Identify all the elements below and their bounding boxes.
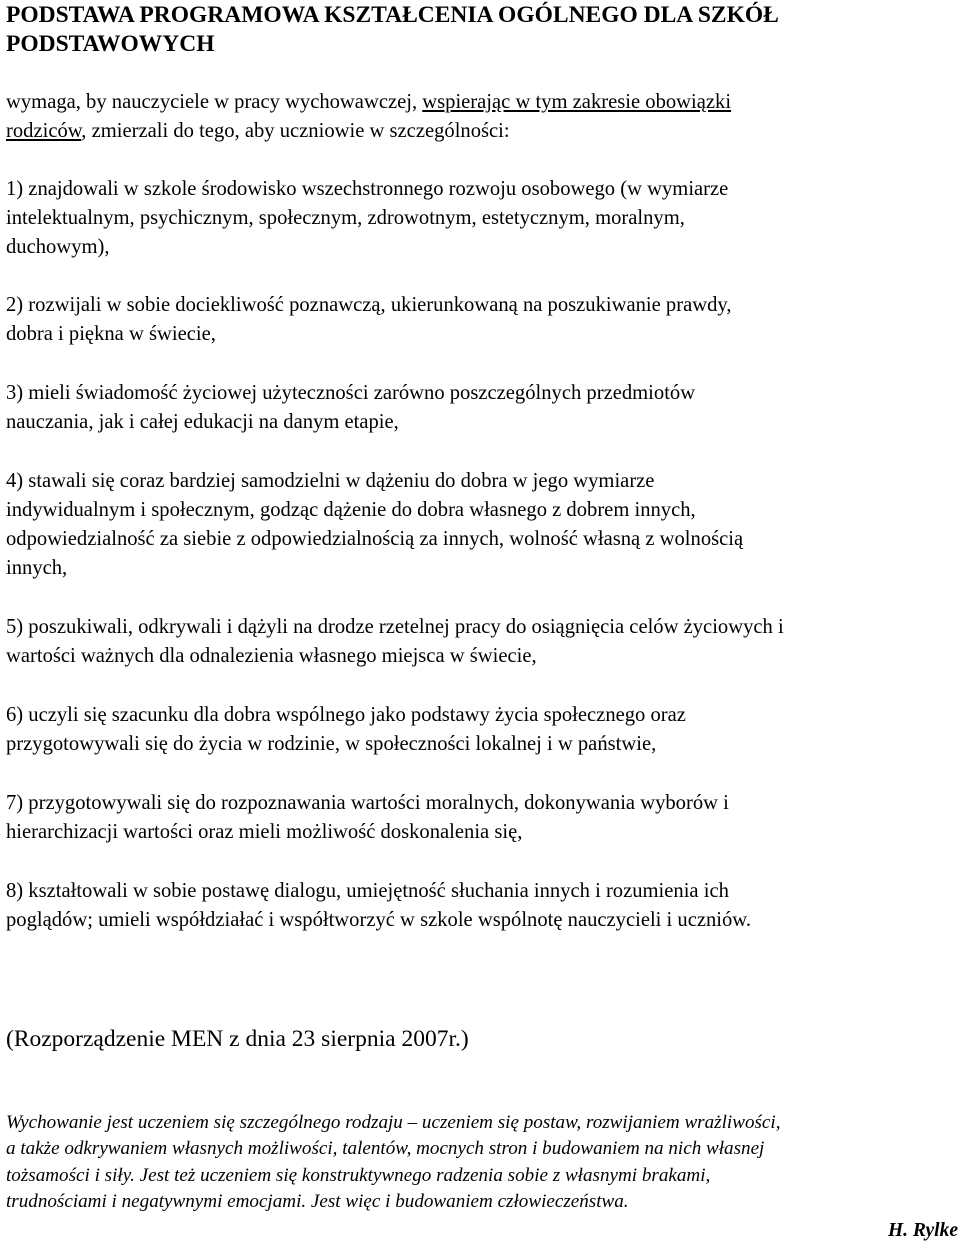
intro-paragraph <box>6 88 958 146</box>
list-item-line: 6) uczyli się szacunku dla dobra wspólnego jako podstawy życia społecznego oraz <box>6 704 686 726</box>
document-title-line-2: PODSTAWOWYCH <box>6 31 215 57</box>
list-item-8 <box>6 877 958 935</box>
legal-citation: (Rozporządzenie MEN z dnia 23 sierpnia 2007r.) <box>6 1026 469 1052</box>
motto-line: a także odkrywaniem własnych możliwości, talentów, mocnych stron i budowaniem na nich własnej <box>6 1138 765 1160</box>
list-item-line: odpowiedzialność za siebie z odpowiedzialnością za innych, wolność własną z wolnością <box>6 528 744 550</box>
intro-text: wymaga, by nauczyciele w pracy wychowawczej, <box>6 91 423 113</box>
list-item-line: 7) przygotowywali się do rozpoznawania wartości moralnych, dokonywania wyborów i <box>6 792 729 814</box>
list-item-line: 8) kształtowali w sobie postawę dialogu, umiejętność słuchania innych i rozumienia ich <box>6 880 729 902</box>
list-item-line: nauczania, jak i całej edukacji na danym etapie, <box>6 411 399 433</box>
motto-line: Wychowanie jest uczeniem się szczególnego rodzaju – uczeniem się postaw, rozwijaniem wrażliwości, <box>6 1112 781 1133</box>
underlined-text: wspierając w tym zakresie obowiązki <box>422 91 732 113</box>
underlined-text: rodziców <box>6 120 82 142</box>
list-item-3 <box>6 379 958 437</box>
list-item-line: wartości ważnych dla odnalezienia własnego miejsca w świecie, <box>6 645 537 667</box>
list-item-line: poglądów; umieli współdziałać i współtworzyć w szkole wspólnotę nauczycieli i uczniów. <box>6 909 751 931</box>
list-item-line: 3) mieli świadomość życiowej użyteczności zarówno poszczególnych przedmiotów <box>6 382 696 404</box>
list-item-2 <box>6 291 958 349</box>
list-item-line: duchowym), <box>6 236 110 258</box>
list-item-line: hierarchizacji wartości oraz mieli możliwość doskonalenia się, <box>6 821 523 843</box>
motto-line: tożsamości i siły. Jest też uczeniem się konstruktywnego radzenia sobie z własnymi brakami, <box>6 1164 711 1186</box>
list-item-6 <box>6 701 958 759</box>
list-item-line: innych, <box>6 557 68 579</box>
list-item-4 <box>6 467 958 583</box>
intro-line-2 <box>6 117 958 146</box>
document-title <box>6 1 946 59</box>
list-item-line: 4) stawali się coraz bardziej samodzielni w dążeniu do dobra w jego wymiarze <box>6 470 655 492</box>
motto-quote <box>6 1110 956 1215</box>
motto-line: trudnościami i negatywnymi emocjami. Jest więc i budowaniem człowieczeństwa. <box>6 1190 629 1212</box>
list-item-line: przygotowywali się do życia w rodzinie, w społeczności lokalnej i w państwie, <box>6 733 657 755</box>
list-item-5 <box>6 613 958 671</box>
list-item-line: 2) rozwijali w sobie dociekliwość poznawczą, ukierunkowaną na poszukiwanie prawdy, <box>6 294 732 316</box>
intro-line-1 <box>6 88 958 117</box>
list-item-1 <box>6 175 958 262</box>
list-item-line: indywidualnym i społecznym, godząc dążenie do dobra własnego z dobrem innych, <box>6 499 696 521</box>
list-item-line: 1) znajdowali w szkole środowisko wszechstronnego rozwoju osobowego (w wymiarze <box>6 178 729 200</box>
list-item-line: intelektualnym, psychicznym, społecznym, zdrowotnym, estetycznym, moralnym, <box>6 207 685 229</box>
document-title-line-1: PODSTAWA PROGRAMOWA KSZTAŁCENIA OGÓLNEGO DLA SZKÓŁ <box>6 2 779 28</box>
intro-text: , zmierzali do tego, aby uczniowie w szczególności: <box>81 120 510 142</box>
list-item-line: dobra i piękna w świecie, <box>6 323 216 345</box>
list-item-line: 5) poszukiwali, odkrywali i dążyli na drodze rzetelnej pracy do osiągnięcia celów życiowych i <box>6 616 784 638</box>
list-item-7 <box>6 789 958 847</box>
quote-author: H. Rylke <box>887 1220 958 1241</box>
